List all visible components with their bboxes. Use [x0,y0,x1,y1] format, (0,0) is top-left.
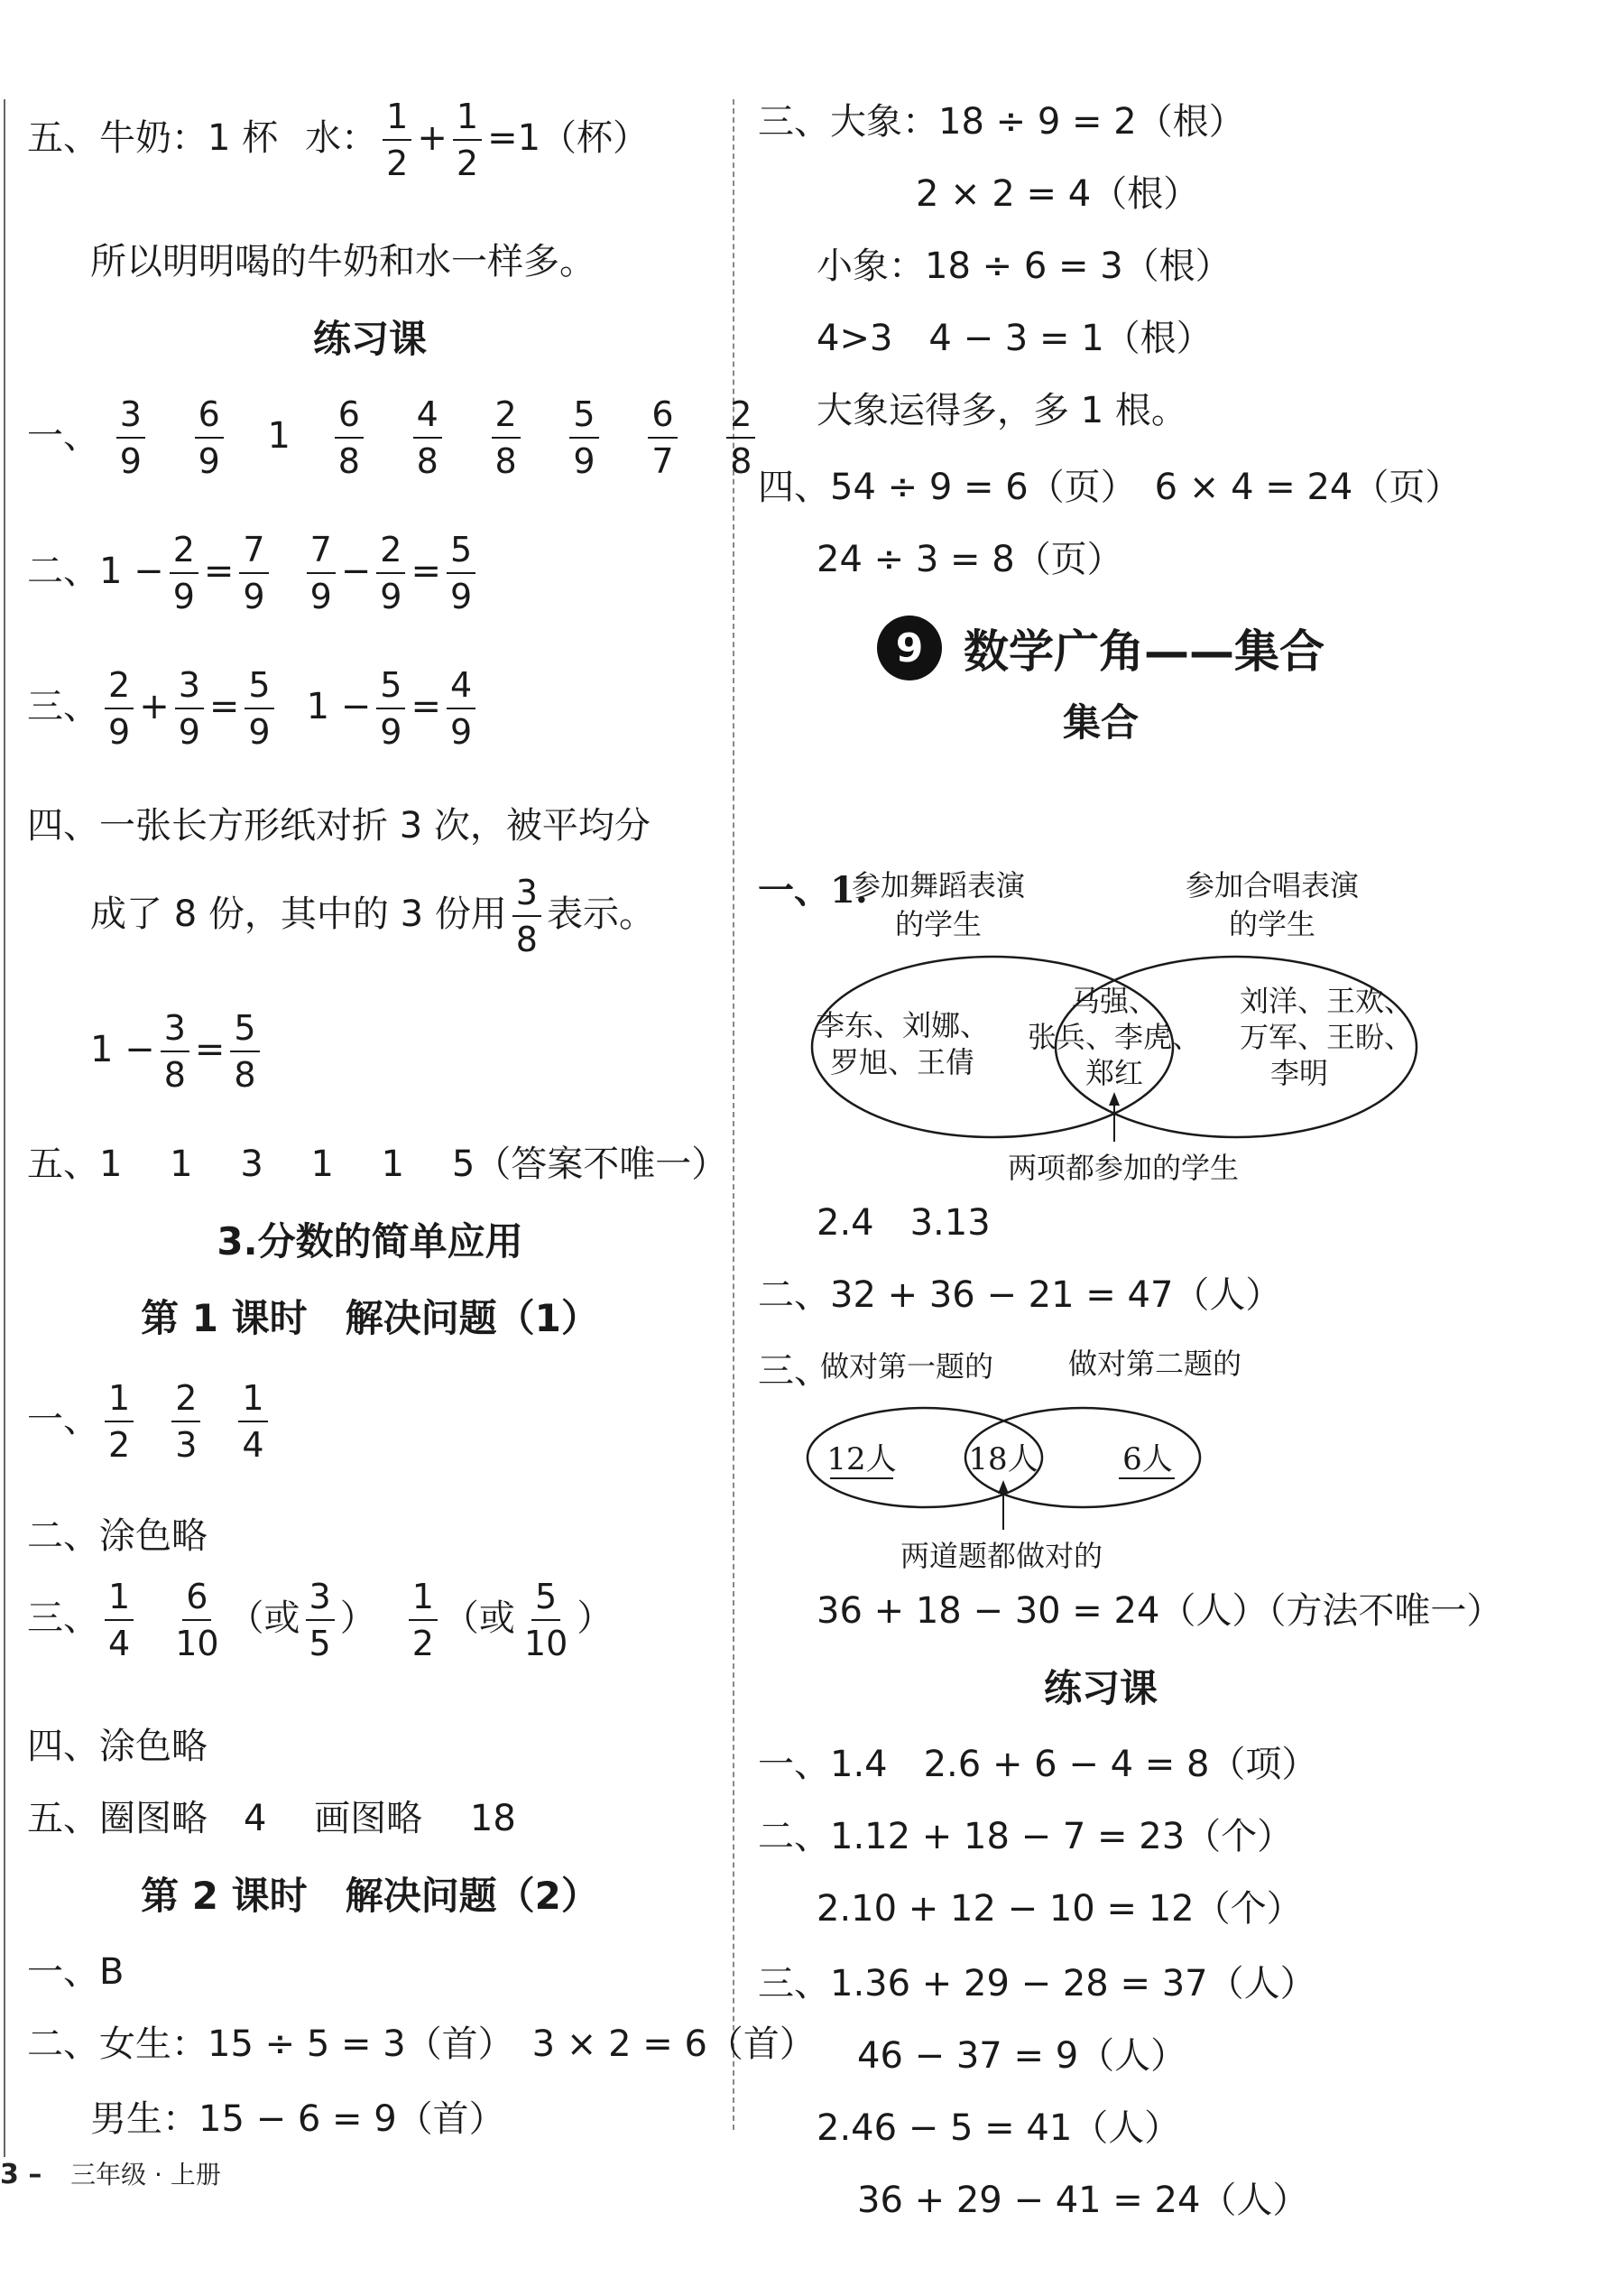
answer-wu-milk: 五、牛奶：1 杯 水： $\frac{1}{2}$ + $\frac{1}{2}$ =1（杯） [27,97,650,183]
both-names-3: 郑红 [1085,1056,1144,1090]
answer-er-lesson2: 二、女生：15 ÷ 5 = 3（首） 3 × 2 = 6（首） [27,2023,816,2065]
answer-wu-list: 五、1 1 3 1 1 5（答案不唯一） [27,1143,728,1185]
fraction: $\frac{6}{9}$ [195,397,224,478]
chapter-title [758,616,1444,680]
set-title-dance: 参加舞蹈表演 [851,868,1026,903]
page-footer [0,2155,221,2191]
both-names-2: 张兵、李虎、 [1027,1020,1202,1054]
section-heading: 集合 [1062,700,1139,745]
choir-only-names: 刘洋、王欢、 [1239,984,1414,1018]
set-title-q2: 做对第二题的 [1067,1347,1242,1381]
answer-san-practice: 三、1.36 + 29 − 28 = 37（人） [758,1963,1316,2004]
venn-diagram-questions [758,1336,1444,1579]
set-title-dance-2: 的学生 [894,907,983,941]
question-label: 三、 [758,1350,830,1392]
fraction: $\frac{2}{8}$ [726,397,755,478]
both-count: 18人 [968,1441,1038,1477]
answer-si-equation: 1 − $\frac{3}{8}$ = $\frac{5}{8}$ [90,1011,265,1092]
left-edge-line [4,99,5,2157]
answer-si-text: 四、一张长方形纸对折 3 次，被平均分 [27,805,651,847]
dance-only-names-2: 罗旭、王倩 [829,1045,975,1079]
answer-conclusion: 所以明明喝的牛奶和水一样多。 [90,241,595,282]
answer-er-subtraction: 二、1 − $\frac{2}{9}$ = $\frac{7}{9}$ $\frac{7}{9}$ − $\frac{2}{9}$ = $\frac{5}{9}$ [27,532,481,614]
question-label: 一、1. [758,869,868,912]
answer-line: 2 × 2 = 4（根） [916,173,1200,215]
dance-only-names: 李东、刘娜、 [815,1008,990,1042]
q1-only-count: 12人 [826,1441,897,1477]
set-title-choir: 参加合唱表演 [1185,868,1360,903]
answer-line: 小象：18 ÷ 6 = 3（根） [817,245,1232,287]
fraction: $\frac{2}{8}$ [492,397,521,478]
answer-yi-practice: 一、1.4 2.6 + 6 − 4 = 8（项） [758,1744,1318,1785]
choir-only-names-3: 李明 [1269,1056,1329,1090]
set-title-choir-2: 的学生 [1228,907,1316,941]
answer-line: 24 ÷ 3 = 8（页） [817,539,1123,580]
answer-wu-lesson1: 五、圈图略 4 画图略 18 [27,1798,516,1839]
grade-label: 三年级 · 上册 [70,2160,221,2190]
answer-line: 36 + 18 − 30 = 24（人）（方法不唯一） [817,1590,1503,1632]
answer-si-lesson1: 四、涂色略 [27,1726,208,1767]
intersection-caption: 两项都参加的学生 [1007,1151,1240,1185]
answer-san-lesson1: 三、 $\frac{1}{4}$ $\frac{6}{10}$ （或 $\frac{3}{5}$ ） $\frac{1}{2}$ （或 $\frac{5}{10}$ ） [27,1577,614,1663]
both-names: 马强、 [1070,984,1158,1018]
answer-yi-lesson2: 一、B [27,1951,125,1993]
section-heading: 练习课 [312,317,427,361]
answer-er-lesson1: 二、涂色略 [27,1515,208,1557]
choir-only-names-2: 万军、王盼、 [1239,1020,1414,1054]
arrow-up-icon [998,1480,1009,1494]
arrow-up-icon [1109,1092,1120,1106]
answer-yi-fractions: 一、 $\frac{3}{9}$ $\frac{6}{9}$ 1 $\frac{6}{8}$ $\frac{4}{8}$ $\frac{2}{8}$ $\frac{5}{9}$ $\frac{6}{7}$ $\frac{2}{8}$ [27,397,761,478]
answer-line: 2.46 − 5 = 41（人） [817,2107,1181,2149]
answer-yi-lesson1: 一、 $\frac{1}{2}$ $\frac{2}{3}$ $\frac{1}{4}$ [27,1381,273,1462]
chapter-title-text: 数学广角——集合 [964,625,1324,678]
answer-er-lesson2-b: 男生：15 − 6 = 9（首） [90,2098,505,2140]
fraction: $\frac{6}{8}$ [335,397,364,478]
fraction: $\frac{4}{8}$ [413,397,442,478]
venn-diagram-dance-choir [758,767,1444,1191]
fraction: $\frac{1}{2}$ [383,99,411,181]
answer-er-practice: 二、1.12 + 18 − 7 = 23（个） [758,1816,1294,1857]
fraction: $\frac{1}{2}$ [453,99,482,181]
answer-san-elephant: 三、大象：18 ÷ 9 = 2（根） [758,101,1245,143]
set-title-q1: 做对第一题的 [819,1349,994,1384]
q2-only-count: 6人 [1122,1441,1173,1477]
chapter-number-badge: 9 [877,616,942,680]
intersection-caption: 两道题都做对的 [900,1539,1103,1573]
lesson-heading: 第 2 课时 解决问题（2） [141,1874,599,1918]
answer-line: 36 + 29 − 41 = 24（人） [857,2180,1309,2221]
section-heading: 练习课 [1043,1666,1158,1710]
answer-line: 46 − 37 = 9（人） [857,2035,1187,2077]
fraction: $\frac{5}{9}$ [569,397,598,478]
answer-si-pages: 四、54 ÷ 9 = 6（页） 6 × 4 = 24（页） [758,467,1462,508]
fraction: $\frac{3}{9}$ [116,397,145,478]
answer-er-venn: 二、32 + 36 − 21 = 47（人） [758,1274,1282,1316]
page-number: 3 – [0,2159,42,2190]
answer-line: 大象运得多，多 1 根。 [817,390,1187,431]
lesson-heading: 第 1 课时 解决问题（1） [141,1296,599,1340]
answer-line: 2.4 3.13 [817,1202,991,1244]
fraction: $\frac{6}{7}$ [648,397,677,478]
answer-line: 4>3 4 − 3 = 1（根） [817,318,1213,359]
answer-si-text-2: 成了 8 份，其中的 3 份用 $\frac{3}{8}$ 表示。 [90,873,655,959]
section-heading: 3.分数的简单应用 [217,1219,523,1264]
answer-san-fractions: 三、 $\frac{2}{9}$ + $\frac{3}{9}$ = $\frac{5}{9}$ 1 − $\frac{5}{9}$ = $\frac{4}{9}$ [27,668,481,749]
answer-line: 2.10 + 12 − 10 = 12（个） [817,1888,1303,1930]
